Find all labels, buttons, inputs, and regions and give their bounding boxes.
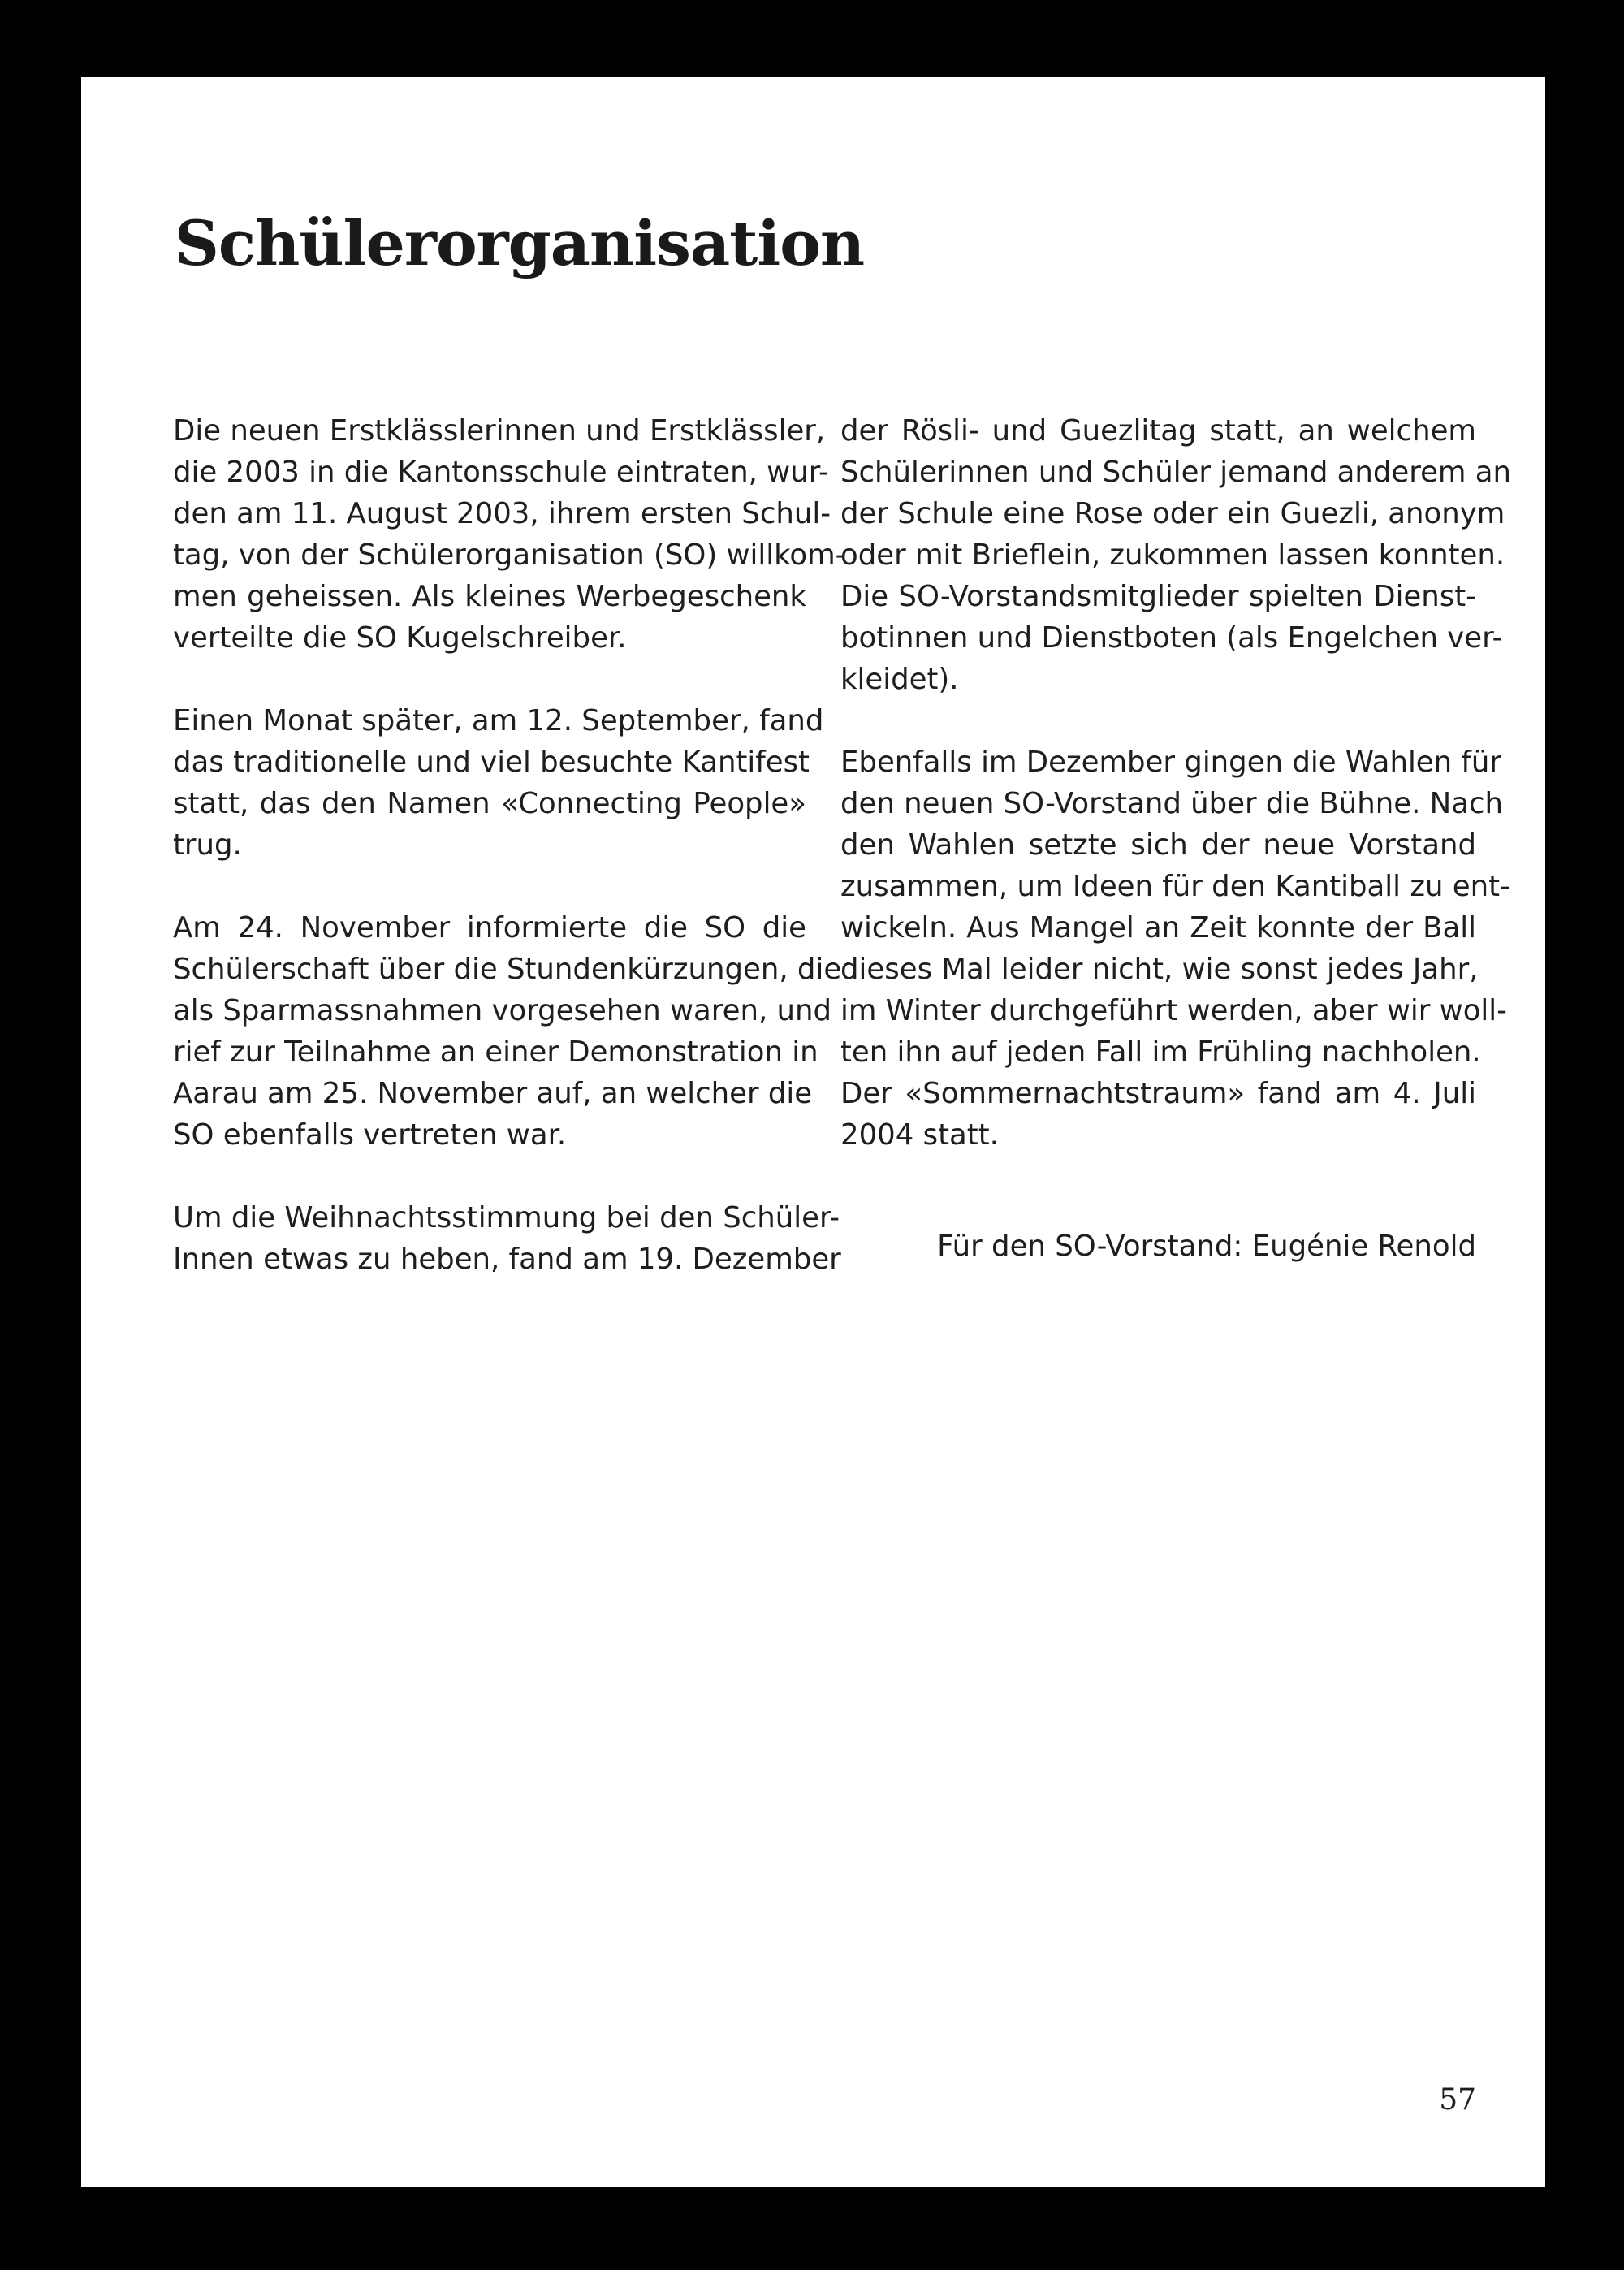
page-number: 57 — [1439, 2083, 1476, 2117]
text-line: Der «Sommernachtstraum» fand am 4. Juli — [840, 1077, 1476, 1110]
text-line: statt, das den Namen «Connecting People» — [173, 787, 806, 820]
text-line: verteilte die SO Kugelschreiber. — [173, 621, 627, 655]
right-column — [840, 410, 1512, 1197]
text-line: trug. — [173, 828, 242, 862]
text-line: Aarau am 25. November auf, an welcher die — [173, 1077, 813, 1110]
text-line: die 2003 in die Kantonsschule eintraten, wur- — [173, 456, 829, 489]
text-line: Einen Monat später, am 12. September, fand — [173, 704, 824, 737]
paragraph-first-graders — [173, 410, 846, 659]
paragraph-christmas — [173, 1197, 841, 1280]
text-line: der Rösli- und Guezlitag statt, an welchem — [840, 414, 1476, 448]
text-line: Innen etwas zu heben, fand am 19. Dezember — [173, 1243, 841, 1276]
left-column — [173, 410, 846, 1321]
text-line: den am 11. August 2003, ihrem ersten Schul- — [173, 497, 831, 530]
text-line: ten ihn auf jeden Fall im Frühling nachholen. — [840, 1036, 1481, 1069]
text-line: SO ebenfalls vertreten war. — [173, 1118, 567, 1152]
text-line: 2004 statt. — [840, 1118, 999, 1152]
text-line: Ebenfalls im Dezember gingen die Wahlen für — [840, 746, 1502, 779]
paragraph-roesli-guezlitag — [840, 410, 1512, 700]
page-title: Schülerorganisation — [175, 207, 865, 279]
text-line: den neuen SO-Vorstand über die Bühne. Nach — [840, 787, 1504, 820]
text-line: Die neuen Erstklässlerinnen und Erstklässler, — [173, 414, 826, 448]
document-page — [81, 77, 1545, 2187]
text-line: der Schule eine Rose oder ein Guezli, anonym — [840, 497, 1505, 530]
text-line: Um die Weihnachtsstimmung bei den Schüler- — [173, 1201, 840, 1234]
text-line: im Winter durchgeführt werden, aber wir woll- — [840, 994, 1507, 1027]
text-line: Schülerschaft über die Stundenkürzungen, die — [173, 953, 842, 986]
paragraph-demonstration — [173, 907, 842, 1156]
text-line: Die SO-Vorstandsmitglieder spielten Dienst- — [840, 580, 1476, 613]
text-line: rief zur Teilnahme an einer Demonstration in — [173, 1036, 818, 1069]
paragraph-kantifest — [173, 700, 824, 866]
text-line: botinnen und Dienstboten (als Engelchen ver- — [840, 621, 1503, 655]
text-line: dieses Mal leider nicht, wie sonst jedes Jahr, — [840, 953, 1479, 986]
paragraph-elections — [840, 742, 1510, 1156]
text-line: tag, von der Schülerorganisation (SO) willkom- — [173, 538, 846, 572]
text-line: das traditionelle und viel besuchte Kantifest — [173, 746, 810, 779]
author-signature: Für den SO-Vorstand: Eugénie Renold — [937, 1230, 1476, 1263]
text-line: als Sparmassnahmen vorgesehen waren, und — [173, 994, 832, 1027]
text-line: men geheissen. Als kleines Werbegeschenk — [173, 580, 806, 613]
text-line: kleidet). — [840, 663, 959, 696]
text-line: den Wahlen setzte sich der neue Vorstand — [840, 828, 1476, 862]
text-line: oder mit Brieflein, zukommen lassen konnten. — [840, 538, 1505, 572]
text-line: Am 24. November informierte die SO die — [173, 911, 806, 945]
text-line: Schülerinnen und Schüler jemand anderem an — [840, 456, 1512, 489]
text-line: zusammen, um Ideen für den Kantiball zu ent- — [840, 870, 1510, 903]
text-line: wickeln. Aus Mangel an Zeit konnte der Ball — [840, 911, 1476, 945]
